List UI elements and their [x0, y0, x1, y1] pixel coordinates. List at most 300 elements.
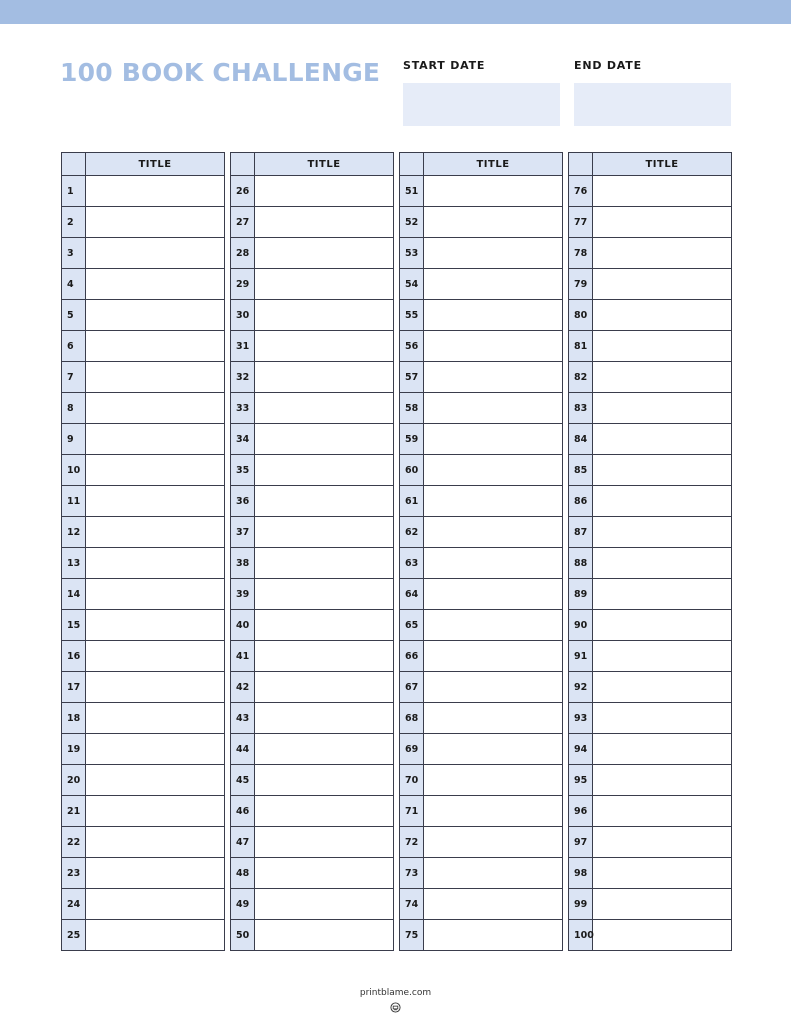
- book-log-table: [61, 152, 225, 951]
- book-title-cell[interactable]: [255, 362, 394, 393]
- table-row: [231, 207, 394, 238]
- book-number: 8: [62, 393, 86, 424]
- title-header: TITLE: [593, 153, 732, 176]
- book-log-table: [568, 152, 732, 951]
- book-number: 55: [400, 300, 424, 331]
- book-number: 44: [231, 734, 255, 765]
- book-title-cell[interactable]: [86, 641, 225, 672]
- book-number: 54: [400, 269, 424, 300]
- table-row: [62, 641, 225, 672]
- book-number: 48: [231, 858, 255, 889]
- table-row: [231, 393, 394, 424]
- table-row: [569, 672, 732, 703]
- book-number: 9: [62, 424, 86, 455]
- book-number: 35: [231, 455, 255, 486]
- book-number: 26: [231, 176, 255, 207]
- table-row: [569, 579, 732, 610]
- table-row: [62, 548, 225, 579]
- book-number: 39: [231, 579, 255, 610]
- table-row: [62, 362, 225, 393]
- book-number: 53: [400, 238, 424, 269]
- table-row: [400, 424, 563, 455]
- book-number: 95: [569, 765, 593, 796]
- book-number: 51: [400, 176, 424, 207]
- book-number: 91: [569, 641, 593, 672]
- book-title-cell[interactable]: [86, 455, 225, 486]
- book-title-cell[interactable]: [255, 796, 394, 827]
- book-title-cell[interactable]: [255, 486, 394, 517]
- book-title-cell[interactable]: [255, 858, 394, 889]
- book-title-cell[interactable]: [86, 331, 225, 362]
- book-title-cell[interactable]: [86, 827, 225, 858]
- book-title-cell[interactable]: [255, 672, 394, 703]
- book-title-cell[interactable]: [593, 827, 732, 858]
- table-row: [400, 207, 563, 238]
- book-number: 24: [62, 889, 86, 920]
- book-title-cell[interactable]: [593, 889, 732, 920]
- table-row: [62, 424, 225, 455]
- book-number: 81: [569, 331, 593, 362]
- book-title-cell[interactable]: [86, 424, 225, 455]
- book-title-cell[interactable]: [255, 269, 394, 300]
- book-number: 46: [231, 796, 255, 827]
- book-title-cell[interactable]: [424, 920, 563, 951]
- table-row: [231, 641, 394, 672]
- start-date-label: START DATE: [403, 59, 486, 72]
- table-row: [569, 424, 732, 455]
- table-row: [400, 579, 563, 610]
- book-title-cell[interactable]: [593, 672, 732, 703]
- book-title-cell[interactable]: [86, 486, 225, 517]
- table-row: [62, 393, 225, 424]
- book-title-cell[interactable]: [255, 889, 394, 920]
- book-title-cell[interactable]: [593, 362, 732, 393]
- book-number: 2: [62, 207, 86, 238]
- printer-logo-icon: [390, 1002, 401, 1013]
- book-title-cell[interactable]: [86, 269, 225, 300]
- book-number: 27: [231, 207, 255, 238]
- book-number: 69: [400, 734, 424, 765]
- table-row: [62, 455, 225, 486]
- book-number: 87: [569, 517, 593, 548]
- book-number: 31: [231, 331, 255, 362]
- book-number: 11: [62, 486, 86, 517]
- table-row: [569, 920, 732, 951]
- book-number: 15: [62, 610, 86, 641]
- book-title-cell[interactable]: [86, 920, 225, 951]
- book-title-cell[interactable]: [593, 765, 732, 796]
- table-row: [62, 796, 225, 827]
- book-number: 28: [231, 238, 255, 269]
- book-number: 85: [569, 455, 593, 486]
- table-row: [231, 331, 394, 362]
- table-row: [569, 734, 732, 765]
- book-title-cell[interactable]: [424, 207, 563, 238]
- book-title-cell[interactable]: [86, 548, 225, 579]
- book-number: 84: [569, 424, 593, 455]
- table-row: [400, 858, 563, 889]
- book-log-table: [230, 152, 394, 951]
- table-row: [231, 579, 394, 610]
- book-title-cell[interactable]: [593, 517, 732, 548]
- book-title-cell[interactable]: [86, 207, 225, 238]
- book-title-cell[interactable]: [86, 610, 225, 641]
- table-row: [400, 734, 563, 765]
- table-row: [400, 827, 563, 858]
- book-title-cell[interactable]: [593, 610, 732, 641]
- table-row: [62, 672, 225, 703]
- table-row: [400, 455, 563, 486]
- book-number: 96: [569, 796, 593, 827]
- book-title-cell[interactable]: [255, 238, 394, 269]
- book-title-cell[interactable]: [424, 672, 563, 703]
- book-number: 20: [62, 765, 86, 796]
- table-row: [400, 641, 563, 672]
- table-row: [62, 269, 225, 300]
- book-title-cell[interactable]: [593, 424, 732, 455]
- book-number: 59: [400, 424, 424, 455]
- table-row: [231, 517, 394, 548]
- book-number: 34: [231, 424, 255, 455]
- table-row: [400, 362, 563, 393]
- book-number: 49: [231, 889, 255, 920]
- book-number: 45: [231, 765, 255, 796]
- table-header-row: [400, 153, 563, 176]
- book-title-cell[interactable]: [424, 858, 563, 889]
- table-row: [231, 672, 394, 703]
- book-title-cell[interactable]: [255, 517, 394, 548]
- table-row: [569, 858, 732, 889]
- book-title-cell[interactable]: [424, 486, 563, 517]
- table-row: [231, 889, 394, 920]
- book-number: 1: [62, 176, 86, 207]
- number-header-cell: [400, 153, 424, 176]
- table-row: [569, 703, 732, 734]
- book-title-cell[interactable]: [255, 176, 394, 207]
- book-title-cell[interactable]: [424, 641, 563, 672]
- table-row: [231, 300, 394, 331]
- book-number: 52: [400, 207, 424, 238]
- table-row: [62, 920, 225, 951]
- book-title-cell[interactable]: [593, 207, 732, 238]
- book-number: 77: [569, 207, 593, 238]
- book-number: 4: [62, 269, 86, 300]
- book-number: 72: [400, 827, 424, 858]
- book-number: 30: [231, 300, 255, 331]
- title-header: TITLE: [86, 153, 225, 176]
- table-row: [569, 517, 732, 548]
- book-title-cell[interactable]: [593, 300, 732, 331]
- book-number: 38: [231, 548, 255, 579]
- table-row: [569, 610, 732, 641]
- table-row: [231, 734, 394, 765]
- book-title-cell[interactable]: [593, 393, 732, 424]
- book-title-cell[interactable]: [593, 176, 732, 207]
- book-title-cell[interactable]: [593, 331, 732, 362]
- table-row: [400, 517, 563, 548]
- book-title-cell[interactable]: [593, 641, 732, 672]
- table-row: [62, 610, 225, 641]
- book-title-cell[interactable]: [255, 300, 394, 331]
- book-title-cell[interactable]: [86, 703, 225, 734]
- book-number: 6: [62, 331, 86, 362]
- table-row: [231, 238, 394, 269]
- table-row: [400, 703, 563, 734]
- table-row: [62, 238, 225, 269]
- book-title-cell[interactable]: [424, 579, 563, 610]
- table-row: [569, 796, 732, 827]
- end-date-field[interactable]: [574, 83, 731, 126]
- book-title-cell[interactable]: [255, 331, 394, 362]
- table-row: [400, 238, 563, 269]
- book-number: 29: [231, 269, 255, 300]
- book-title-cell[interactable]: [424, 889, 563, 920]
- table-row: [231, 610, 394, 641]
- book-number: 21: [62, 796, 86, 827]
- book-number: 79: [569, 269, 593, 300]
- book-number: 64: [400, 579, 424, 610]
- book-title-cell[interactable]: [86, 796, 225, 827]
- book-title-cell[interactable]: [255, 703, 394, 734]
- book-number: 7: [62, 362, 86, 393]
- book-number: 37: [231, 517, 255, 548]
- table-row: [62, 889, 225, 920]
- table-row: [400, 393, 563, 424]
- book-number: 50: [231, 920, 255, 951]
- book-number: 90: [569, 610, 593, 641]
- book-number: 36: [231, 486, 255, 517]
- book-title-cell[interactable]: [255, 579, 394, 610]
- book-number: 66: [400, 641, 424, 672]
- book-number: 60: [400, 455, 424, 486]
- book-title-cell[interactable]: [593, 734, 732, 765]
- table-row: [400, 765, 563, 796]
- book-title-cell[interactable]: [255, 827, 394, 858]
- table-row: [400, 889, 563, 920]
- book-number: 41: [231, 641, 255, 672]
- book-title-cell[interactable]: [424, 455, 563, 486]
- book-title-cell[interactable]: [424, 362, 563, 393]
- book-number: 5: [62, 300, 86, 331]
- book-number: 68: [400, 703, 424, 734]
- table-row: [231, 548, 394, 579]
- table-row: [569, 207, 732, 238]
- footer-website: printblame.com: [359, 988, 432, 998]
- book-title-cell[interactable]: [255, 393, 394, 424]
- book-number: 23: [62, 858, 86, 889]
- book-title-cell[interactable]: [255, 455, 394, 486]
- book-number: 58: [400, 393, 424, 424]
- table-row: [569, 486, 732, 517]
- book-title-cell[interactable]: [593, 548, 732, 579]
- book-number: 12: [62, 517, 86, 548]
- table-row: [231, 362, 394, 393]
- table-row: [62, 579, 225, 610]
- table-row: [400, 610, 563, 641]
- book-number: 32: [231, 362, 255, 393]
- top-color-band: [0, 0, 791, 24]
- book-title-cell[interactable]: [86, 672, 225, 703]
- table-row: [231, 796, 394, 827]
- book-title-cell[interactable]: [424, 300, 563, 331]
- book-title-cell[interactable]: [424, 827, 563, 858]
- table-row: [569, 269, 732, 300]
- book-title-cell[interactable]: [424, 176, 563, 207]
- title-header: TITLE: [255, 153, 394, 176]
- book-title-cell[interactable]: [86, 393, 225, 424]
- book-number: 40: [231, 610, 255, 641]
- book-title-cell[interactable]: [593, 579, 732, 610]
- table-row: [569, 362, 732, 393]
- table-row: [569, 641, 732, 672]
- table-row: [400, 331, 563, 362]
- book-number: 82: [569, 362, 593, 393]
- book-title-cell[interactable]: [424, 331, 563, 362]
- table-row: [62, 765, 225, 796]
- book-title-cell[interactable]: [424, 517, 563, 548]
- table-row: [400, 920, 563, 951]
- book-title-cell[interactable]: [593, 796, 732, 827]
- book-title-cell[interactable]: [255, 641, 394, 672]
- book-title-cell[interactable]: [424, 610, 563, 641]
- book-number: 100: [569, 920, 593, 951]
- title-header: TITLE: [424, 153, 563, 176]
- book-title-cell[interactable]: [424, 393, 563, 424]
- book-number: 10: [62, 455, 86, 486]
- table-row: [62, 207, 225, 238]
- table-row: [569, 393, 732, 424]
- table-row: [400, 486, 563, 517]
- book-title-cell[interactable]: [255, 424, 394, 455]
- book-title-cell[interactable]: [593, 238, 732, 269]
- book-title-cell[interactable]: [424, 703, 563, 734]
- book-title-cell[interactable]: [424, 796, 563, 827]
- book-title-cell[interactable]: [86, 765, 225, 796]
- table-row: [231, 858, 394, 889]
- book-number: 83: [569, 393, 593, 424]
- book-title-cell[interactable]: [424, 734, 563, 765]
- book-title-cell[interactable]: [424, 238, 563, 269]
- book-title-cell[interactable]: [86, 362, 225, 393]
- book-number: 78: [569, 238, 593, 269]
- table-row: [231, 486, 394, 517]
- table-row: [569, 331, 732, 362]
- number-header-cell: [569, 153, 593, 176]
- table-row: [62, 734, 225, 765]
- book-title-cell[interactable]: [424, 765, 563, 796]
- table-row: [569, 889, 732, 920]
- table-row: [62, 331, 225, 362]
- book-title-cell[interactable]: [86, 579, 225, 610]
- book-title-cell[interactable]: [86, 889, 225, 920]
- book-title-cell[interactable]: [593, 455, 732, 486]
- table-row: [231, 269, 394, 300]
- book-number: 61: [400, 486, 424, 517]
- book-number: 13: [62, 548, 86, 579]
- table-row: [400, 672, 563, 703]
- book-number: 43: [231, 703, 255, 734]
- book-title-cell[interactable]: [424, 424, 563, 455]
- book-number: 18: [62, 703, 86, 734]
- book-title-cell[interactable]: [86, 734, 225, 765]
- book-title-cell[interactable]: [593, 703, 732, 734]
- table-row: [400, 269, 563, 300]
- book-number: 97: [569, 827, 593, 858]
- table-row: [400, 548, 563, 579]
- book-number: 98: [569, 858, 593, 889]
- book-title-cell[interactable]: [424, 269, 563, 300]
- table-row: [569, 455, 732, 486]
- book-title-cell[interactable]: [86, 517, 225, 548]
- book-number: 14: [62, 579, 86, 610]
- book-number: 62: [400, 517, 424, 548]
- book-number: 42: [231, 672, 255, 703]
- table-row: [62, 486, 225, 517]
- book-title-cell[interactable]: [593, 486, 732, 517]
- table-row: [231, 827, 394, 858]
- table-header-row: [231, 153, 394, 176]
- book-title-cell[interactable]: [255, 610, 394, 641]
- book-title-cell[interactable]: [424, 548, 563, 579]
- book-number: 86: [569, 486, 593, 517]
- table-row: [62, 858, 225, 889]
- table-row: [569, 176, 732, 207]
- book-title-cell[interactable]: [255, 734, 394, 765]
- book-title-cell[interactable]: [86, 300, 225, 331]
- table-row: [231, 176, 394, 207]
- book-title-cell[interactable]: [86, 858, 225, 889]
- book-number: 25: [62, 920, 86, 951]
- table-row: [400, 300, 563, 331]
- table-row: [569, 548, 732, 579]
- book-number: 47: [231, 827, 255, 858]
- table-row: [400, 796, 563, 827]
- table-row: [62, 176, 225, 207]
- table-row: [231, 765, 394, 796]
- book-title-cell[interactable]: [255, 920, 394, 951]
- book-title-cell[interactable]: [593, 920, 732, 951]
- book-title-cell[interactable]: [593, 269, 732, 300]
- book-number: 73: [400, 858, 424, 889]
- book-number: 16: [62, 641, 86, 672]
- table-row: [62, 703, 225, 734]
- book-number: 19: [62, 734, 86, 765]
- book-title-cell[interactable]: [86, 238, 225, 269]
- book-title-cell[interactable]: [255, 548, 394, 579]
- book-title-cell[interactable]: [255, 207, 394, 238]
- table-row: [231, 920, 394, 951]
- book-number: 33: [231, 393, 255, 424]
- table-header-row: [569, 153, 732, 176]
- book-number: 17: [62, 672, 86, 703]
- book-title-cell[interactable]: [593, 858, 732, 889]
- table-row: [231, 455, 394, 486]
- book-number: 70: [400, 765, 424, 796]
- book-number: 88: [569, 548, 593, 579]
- book-number: 71: [400, 796, 424, 827]
- table-header-row: [62, 153, 225, 176]
- book-title-cell[interactable]: [255, 765, 394, 796]
- table-row: [569, 238, 732, 269]
- table-row: [62, 300, 225, 331]
- number-header-cell: [62, 153, 86, 176]
- book-title-cell[interactable]: [86, 176, 225, 207]
- book-number: 63: [400, 548, 424, 579]
- book-number: 94: [569, 734, 593, 765]
- book-number: 65: [400, 610, 424, 641]
- table-row: [62, 517, 225, 548]
- start-date-field[interactable]: [403, 83, 560, 126]
